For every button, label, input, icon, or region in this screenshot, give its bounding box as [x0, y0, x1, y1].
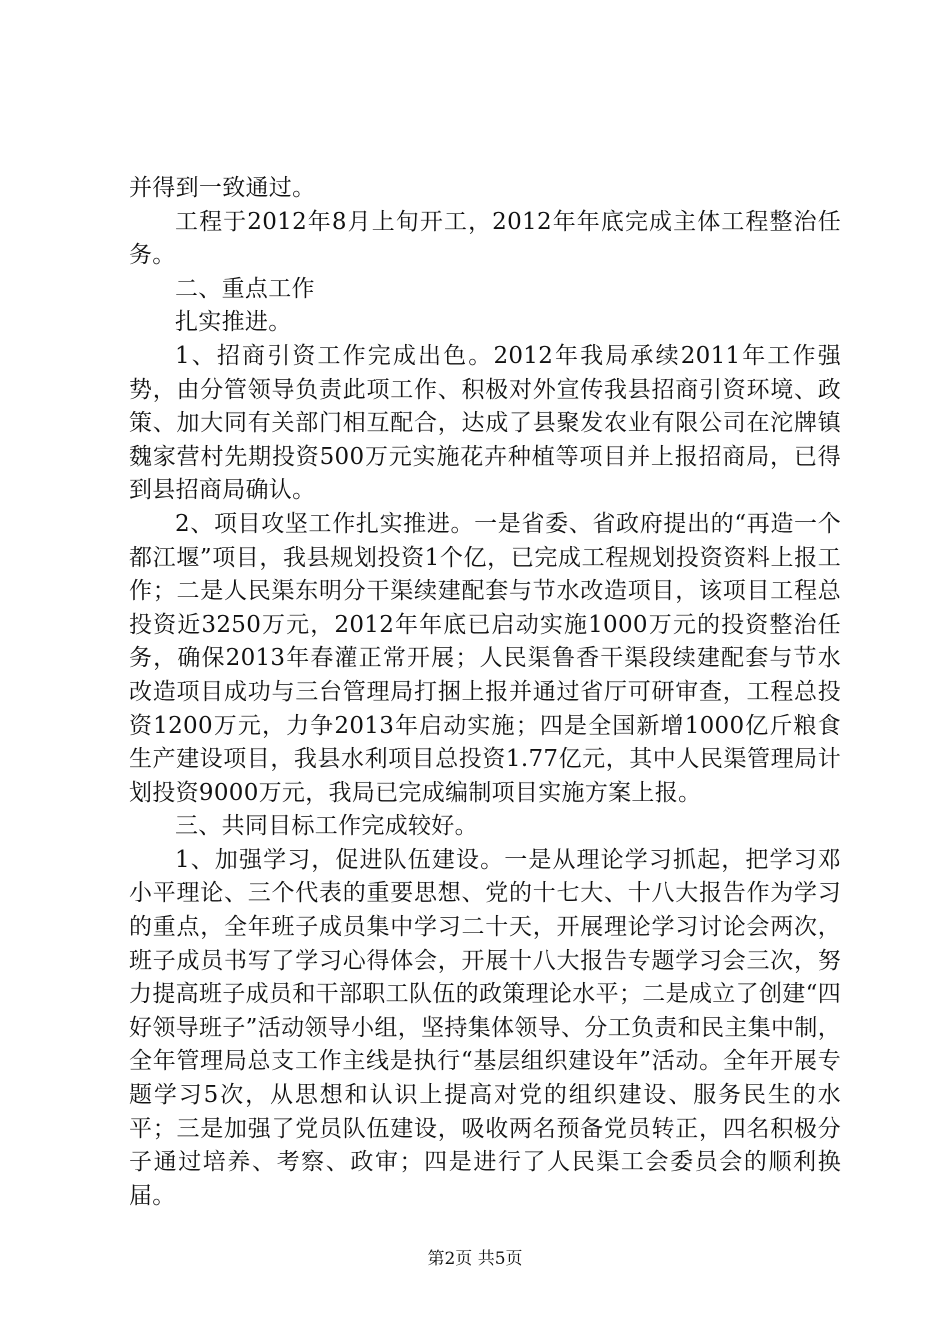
paragraph: 扎实推进。	[175, 309, 292, 336]
paragraph: 1、招商引资工作完成出色。2012年我局承续2011年工作强势，由分管领导负责此项工作、积极对外宣传我县招商引资环境、政策、加大同有关部门相互配合，达成了县聚发农业有限公司在沱牌镇魏家营村先期投资500万元实施花卉种植等项目并上报招商局，已得到县招商局确认。	[129, 342, 841, 504]
paragraph: 并得到一致通过。	[129, 175, 316, 201]
document-body	[129, 172, 841, 1213]
paragraph: 2、项目攻坚工作扎实推进。一是省委、省政府提出的“再造一个都江堰”项目，我县规划投资1个亿，已完成工程规划投资资料上报工作；二是人民渠东明分干渠续建配套与节水改造项目，该项目工程总投资近3250万元，2012年年底已启动实施1000万元的投资整治任务，确保2013年春灌正常开展；人民渠鲁香干渠段续建配套与节水改造项目成功与三台管理局打捆上报并通过省厅可研审查，工程总投资1200万元，力争2013年启动实施；四是全国新增1000亿斤粮食生产建设项目，我县水利项目总投资1.77亿元，其中人民渠管理局计划投资9000万元，我局已完成编制项目实施方案上报。	[129, 510, 841, 806]
paragraph: 1、加强学习，促进队伍建设。一是从理论学习抓起，把学习邓小平理论、三个代表的重要思想、党的十七大、十八大报告作为学习的重点，全年班子成员集中学习二十天，开展理论学习讨论会两次，班子成员书写了学习心得体会，开展十八大报告专题学习会三次，努力提高班子成员和干部职工队伍的政策理论水平；二是成立了创建“四好领导班子”活动领导小组，坚持集体领导、分工负责和民主集中制，全年管理局总支工作主线是执行“基层组织建设年”活动。全年开展专题学习5次，从思想和认识上提高对党的组织建设、服务民生的水平；三是加强了党员队伍建设，吸收两名预备党员转正，四名积极分子通过培养、考察、政审；四是进行了人民渠工会委员会的顺利换届。	[129, 846, 841, 1209]
section-heading: 二、重点工作	[175, 275, 315, 302]
page-footer: 第2页 共5页	[427, 1249, 523, 1269]
section-heading: 三、共同目标工作完成较好。	[175, 813, 478, 840]
paragraph: 工程于2012年8月上旬开工，2012年年底完成主体工程整治任务。	[129, 208, 841, 269]
